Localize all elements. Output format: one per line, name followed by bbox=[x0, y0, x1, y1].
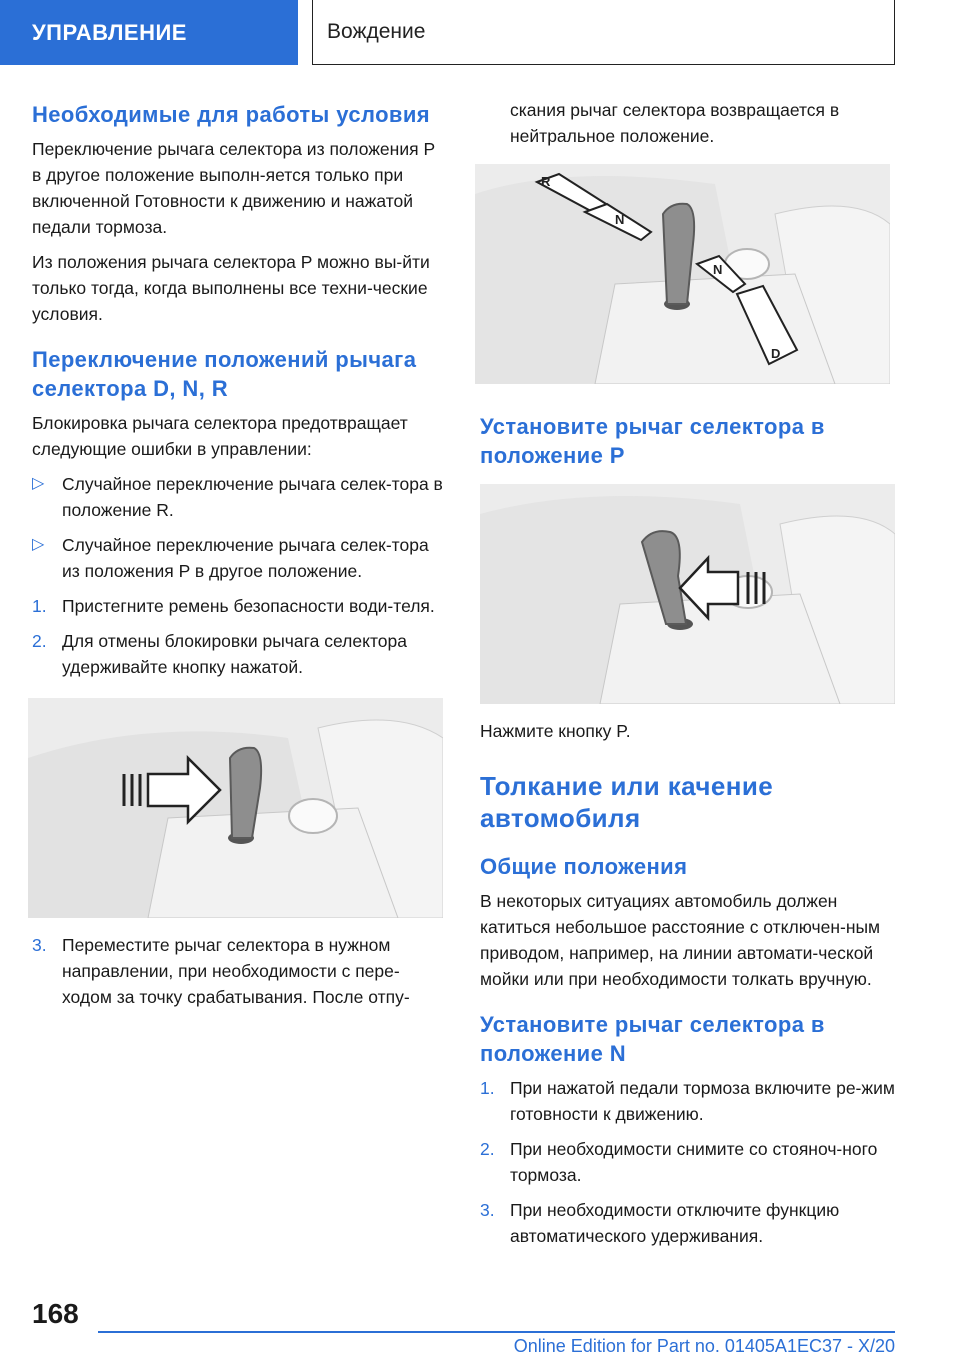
label-n: N bbox=[615, 212, 625, 227]
footer-divider bbox=[98, 1331, 895, 1333]
chapter-tab bbox=[0, 0, 298, 65]
step-number: 1. bbox=[32, 596, 47, 616]
figure-unlock-button bbox=[28, 698, 443, 918]
heading-switching: Переключение положений рычага селектора D, N, R bbox=[32, 347, 417, 401]
heading-conditions: Необходимые для работы условия bbox=[32, 102, 430, 127]
chapter-title: УПРАВЛЕНИЕ bbox=[32, 19, 187, 45]
paragraph-conditions-2: Из положения рычага селектора P можно вы‐йти только тогда, когда выполнены все техни‐ческие условия. bbox=[32, 252, 430, 324]
step-number: 3. bbox=[32, 935, 47, 955]
step-text: При нажатой педали тормоза включите ре‐жим готовности к движению. bbox=[510, 1078, 895, 1124]
paragraph-conditions-1: Переключение рычага селектора из положения P в другое положение выполн‐яется только при включенной Готовности к движению и нажатой педали тормоза. bbox=[32, 139, 435, 237]
list-item bbox=[32, 471, 444, 523]
step-item bbox=[480, 1197, 895, 1249]
paragraph-general: В некоторых ситуациях автомобиль должен катиться небольшое расстояние с отключен‐ным приводом, например, на линии автомати‐ческой мойки или при необходимости толкать вручную. bbox=[480, 891, 881, 989]
heading-pushing: Толкание или качение автомобиля bbox=[480, 771, 774, 833]
heading-set-n: Установите рычаг селектора в положение N bbox=[480, 1012, 825, 1066]
paragraph-continued: скания рычаг селектора возвращается в нейтральное положение. bbox=[510, 100, 840, 146]
list-item bbox=[32, 532, 444, 584]
section-title: Вождение bbox=[327, 20, 426, 43]
step-item bbox=[32, 932, 444, 1010]
step-text: Пристегните ремень безопасности води‐теля. bbox=[62, 596, 435, 616]
step-item bbox=[32, 593, 444, 619]
label-n: N bbox=[713, 262, 723, 277]
page-number: 168 bbox=[32, 1298, 79, 1329]
step-item bbox=[480, 1075, 895, 1127]
figure-p-button bbox=[480, 484, 895, 704]
triangle-right-icon: ▷ bbox=[32, 475, 45, 492]
step-number: 2. bbox=[480, 1139, 495, 1159]
step-item bbox=[480, 1136, 895, 1188]
heading-general: Общие положения bbox=[480, 854, 688, 879]
step-text: Переместите рычаг селектора в нужном направлении, при необходимости с пере‐ходом за точку срабатывания. После отпу‐ bbox=[62, 935, 410, 1007]
caption-press-p: Нажмите кнопку P. bbox=[480, 721, 631, 741]
list-item-text: Случайное переключение рычага селек‐тора в положение R. bbox=[62, 474, 443, 520]
right-column bbox=[480, 100, 895, 1258]
step-text: Для отмены блокировки рычага селектора удерживайте кнопку нажатой. bbox=[62, 631, 407, 677]
figure-shift-pattern bbox=[475, 164, 890, 384]
heading-set-p: Установите рычаг селектора в положение P bbox=[480, 414, 825, 468]
step-item bbox=[32, 628, 444, 680]
step-text: При необходимости отключите функцию автоматического удерживания. bbox=[510, 1200, 840, 1246]
step-number: 1. bbox=[480, 1078, 495, 1098]
triangle-right-icon: ▷ bbox=[32, 536, 45, 553]
list-item-text: Случайное переключение рычага селек‐тора из положения P в другое положение. bbox=[62, 535, 429, 581]
paragraph-interlock: Блокировка рычага селектора предотвращает следующие ошибки в управлении: bbox=[32, 413, 408, 459]
step-text: При необходимости снимите со стояноч‐ного тормоза. bbox=[510, 1139, 878, 1185]
step-number: 3. bbox=[480, 1200, 495, 1220]
left-column bbox=[32, 100, 444, 1019]
label-r: R bbox=[541, 174, 551, 189]
step-number: 2. bbox=[32, 631, 47, 651]
section-header bbox=[312, 0, 895, 65]
label-d: D bbox=[771, 346, 781, 361]
edition-note: Online Edition for Part no. 01405A1EC37 - X/20 bbox=[513, 1336, 895, 1356]
